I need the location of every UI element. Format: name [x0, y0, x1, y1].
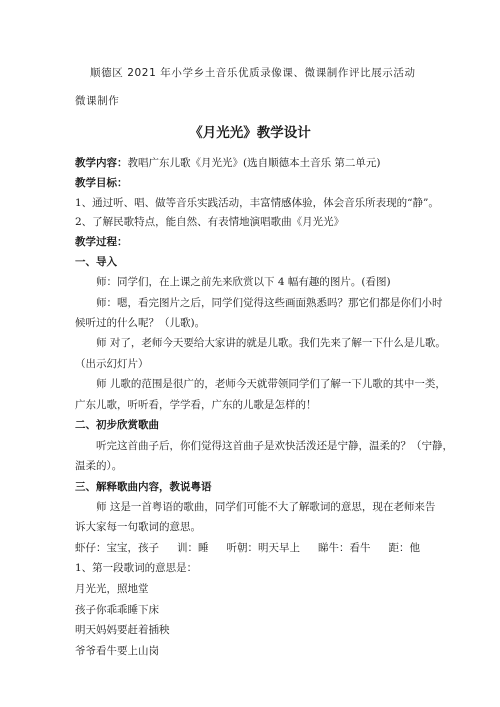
- paragraph: 候听过的什么呢？（儿歌)。: [75, 317, 206, 329]
- paragraph: 听完这首曲子后，你们觉得这首曲子是欢快活泼还是宁静，温柔的？（宁静，: [96, 440, 453, 452]
- vocabulary-glossary: [75, 541, 438, 555]
- paragraph: 温柔的）。: [75, 460, 123, 472]
- lyric-line: 爷爷看牛要上山岗: [75, 645, 159, 657]
- lyric-line: 明天妈妈要赶着插秧: [75, 624, 170, 636]
- paragraph: 师 儿歌的范围是很广的，老师今天就带领同学们了解一下儿歌的其中一类，: [96, 378, 446, 390]
- paragraph: 师：同学们，在上课之前先来欣赏以下 4 幅有趣的图片。(看图): [96, 276, 391, 288]
- paragraph: 广东儿歌，听听看，学学看，广东的儿歌是怎样的！: [75, 399, 317, 411]
- teaching-content: [75, 156, 381, 170]
- paragraph: （出示幻灯片）: [75, 358, 149, 370]
- process-heading: 教学过程：: [75, 236, 128, 248]
- gloss-item: 睇牛：看牛: [318, 542, 371, 554]
- objective-item-2: 2、了解民歌特点，能自然、有表情地演唱歌曲《月光光》: [75, 216, 345, 228]
- section-3-heading: 三、解释歌曲内容，教说粤语: [75, 481, 212, 493]
- paragraph: 师 对了，老师今天要给大家讲的就是儿歌。我们先来了解一下什么是儿歌。: [96, 337, 446, 349]
- section-2-heading: 二、初步欣赏歌曲: [75, 419, 159, 431]
- header-line-2: 微课制作: [75, 95, 120, 107]
- page-title: 《月光光》教学设计: [189, 125, 311, 141]
- gloss-item: 虾仔：宝宝，孩子: [75, 542, 159, 554]
- paragraph: 1、第一段歌词的意思是：: [75, 562, 198, 574]
- paragraph: 师 这是一首粤语的歌曲，同学们可能不大了解歌词的意思，现在老师来告: [96, 501, 436, 513]
- objectives-heading: 教学目标：: [75, 177, 128, 189]
- teaching-content-text: 教唱广东儿歌《月光光》(选自顺德本土音乐 第二单元): [127, 157, 381, 169]
- paragraph: 师：嗯，看完图片之后，同学们觉得这些画面熟悉吗？那它们都是你们小时: [96, 297, 443, 309]
- lyric-line: 孩子你乖乖睡下床: [75, 604, 159, 616]
- gloss-item: 距：他: [388, 542, 420, 554]
- gloss-item: 听朝：明天早上: [226, 542, 300, 554]
- section-1-heading: 一、导入: [75, 256, 117, 268]
- header-line-1: 顺德区 2021 年小学乡土音乐优质录像课、微课制作评比展示活动: [90, 67, 416, 79]
- teaching-content-label: 教学内容：: [75, 157, 128, 169]
- paragraph: 诉大家每一句歌词的意思。: [75, 521, 201, 533]
- lyric-line: 月光光，照地堂: [75, 583, 149, 595]
- gloss-item: 训：睡: [177, 542, 209, 554]
- objective-item-1: 1、通过听、唱、做等音乐实践活动，丰富情感体验，体会音乐所表现的“静”。: [75, 197, 439, 209]
